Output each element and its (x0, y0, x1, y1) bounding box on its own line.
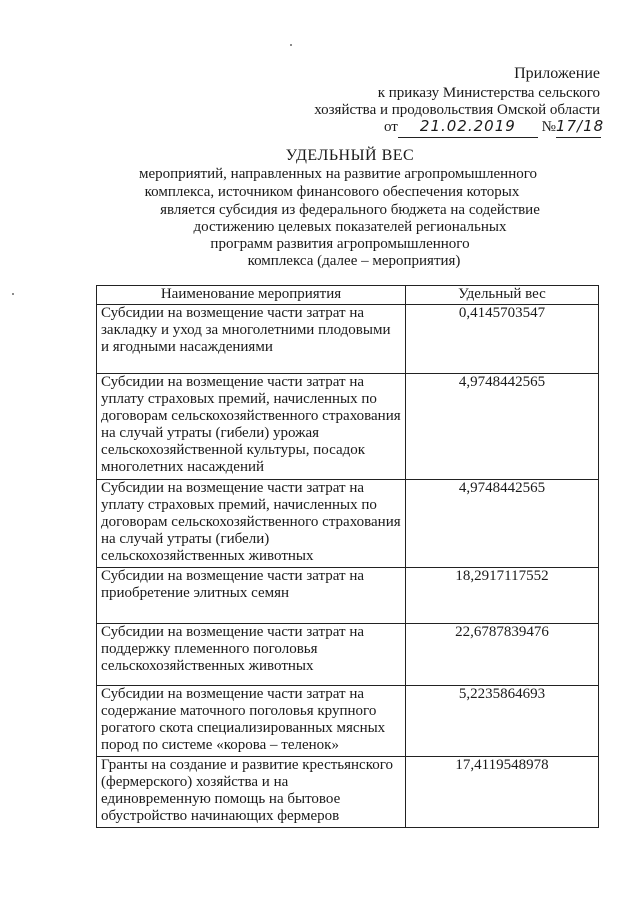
column-header-name: Наименование мероприятия (97, 286, 406, 305)
intro-line: комплекса, источником финансового обеспечения которых (144, 184, 520, 200)
order-reference-line-2: хозяйства и продовольствия Омской области (314, 102, 600, 118)
measure-name: Субсидии на возмещение части затрат на содержание маточного поголовья крупного рогатого скота специализированных мясных пород по системе «корова – теленок» (97, 686, 406, 757)
measure-name: Гранты на создание и развитие крестьянского (фермерского) хозяйства и на единовременную помощь на бытовое обустройство начинающих фермеров (97, 757, 406, 828)
table-row (97, 305, 599, 374)
table-row (97, 374, 599, 480)
measure-weight: 18,2917117552 (406, 568, 599, 624)
order-reference-line-1: к приказу Министерства сельского (377, 85, 600, 101)
measure-name: Субсидии на возмещение части затрат на поддержку племенного поголовья сельскохозяйственных животных (97, 624, 406, 686)
intro-line: программ развития агропромышленного (210, 236, 470, 252)
scan-speck (290, 44, 292, 46)
table-row (97, 757, 599, 828)
measure-name: Субсидии на возмещение части затрат на уплату страховых премий, начисленных по договорам сельскохозяйственного страхования на случай утраты (гибели) урожая сельскохозяйственной культуры, посадок многолетних насаждений (97, 374, 406, 480)
table-header-row (97, 286, 599, 305)
table-row (97, 480, 599, 568)
measure-weight: 0,4145703547 (406, 305, 599, 374)
date-prefix: от (384, 119, 398, 135)
order-date-number-line (384, 117, 605, 138)
measure-weight: 17,4119548978 (406, 757, 599, 828)
number-prefix: № (541, 119, 556, 135)
intro-line: достижению целевых показателей региональных (193, 219, 507, 235)
intro-line: комплекса (далее – мероприятия) (247, 253, 461, 269)
measure-name: Субсидии на возмещение части затрат на приобретение элитных семян (97, 568, 406, 624)
intro-line: мероприятий, направленных на развитие агропромышленного (138, 166, 538, 182)
scan-speck (12, 293, 14, 295)
appendix-label: Приложение (514, 65, 600, 82)
table-row (97, 624, 599, 686)
order-number: 17/18 (555, 117, 605, 135)
weights-table (96, 285, 599, 828)
measure-name: Субсидии на возмещение части затрат на закладку и уход за многолетними плодовыми и ягодными насаждениями (97, 305, 406, 374)
document-title: УДЕЛЬНЫЙ ВЕС (285, 147, 415, 164)
measure-name: Субсидии на возмещение части затрат на уплату страховых премий, начисленных по договорам сельскохозяйственного страхования на случай утраты (гибели) сельскохозяйственных животных (97, 480, 406, 568)
column-header-weight: Удельный вес (406, 286, 599, 305)
table-row (97, 686, 599, 757)
measure-weight: 22,6787839476 (406, 624, 599, 686)
measure-weight: 4,9748442565 (406, 374, 599, 480)
intro-line: является субсидия из федерального бюджета на содействие (160, 202, 540, 218)
measure-weight: 4,9748442565 (406, 480, 599, 568)
measure-weight: 5,2235864693 (406, 686, 599, 757)
table-row (97, 568, 599, 624)
order-date: 21.02.2019 (419, 117, 516, 135)
